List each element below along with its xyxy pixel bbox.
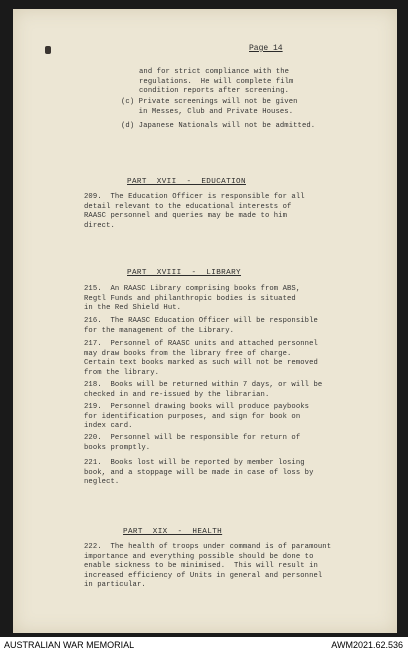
document-page xyxy=(13,9,397,633)
paragraph-217: 217. Personnel of RAASC units and attached personnel may draw books from the library free of charge. Certain text books marked as such will not be removed from the library. xyxy=(84,340,318,377)
private-screenings-item: (c) Private screenings will not be given in Messes, Club and Private Houses. xyxy=(121,98,298,116)
footer-accession-number: AWM2021.62.536 xyxy=(331,640,403,650)
part-xvii-heading: PART XVII - EDUCATION xyxy=(127,178,246,186)
footer-institution: AUSTRALIAN WAR MEMORIAL xyxy=(4,640,135,650)
cinema-paragraph-continued: and for strict compliance with the regulations. He will complete film condition reports after screening. xyxy=(139,68,294,96)
paragraph-215: 215. An RAASC Library comprising books from ABS, Regtl Funds and philanthropic bodies is situated in the Red Shield Hut. xyxy=(84,285,301,313)
paragraph-216: 216. The RAASC Education Officer will be responsible for the management of the Library. xyxy=(84,317,318,335)
paragraph-220: 220. Personnel will be responsible for return of books promptly. xyxy=(84,434,301,452)
paragraph-209: 209. The Education Officer is responsible for all detail relevant to the educational interests of RAASC personnel and queries may be made to him direct. xyxy=(84,193,305,230)
japanese-nationals-item: (d) Japanese Nationals will not be admitted. xyxy=(121,122,316,130)
paragraph-218: 218. Books will be returned within 7 days, or will be checked in and re-issued by the librarian. xyxy=(84,381,323,399)
part-xix-heading: PART XIX - HEALTH xyxy=(123,528,223,536)
paragraph-221: 221. Books lost will be reported by member losing book, and a stoppage will be made in case of loss by neglect. xyxy=(84,459,314,487)
paragraph-222: 222. The health of troops under command is of paramount importance and everything possible should be done to enable sickness to be minimised. This will result in increased efficiency of Units in general and personnel in particular. xyxy=(84,543,332,590)
archive-footer xyxy=(0,637,408,653)
paragraph-219: 219. Personnel drawing books will produce paybooks for identification purposes, and sign for book on index card. xyxy=(84,403,310,431)
punch-hole-mark xyxy=(45,46,51,54)
part-xviii-heading: PART XVIII - LIBRARY xyxy=(127,269,242,277)
page-number: Page 14 xyxy=(249,44,283,53)
